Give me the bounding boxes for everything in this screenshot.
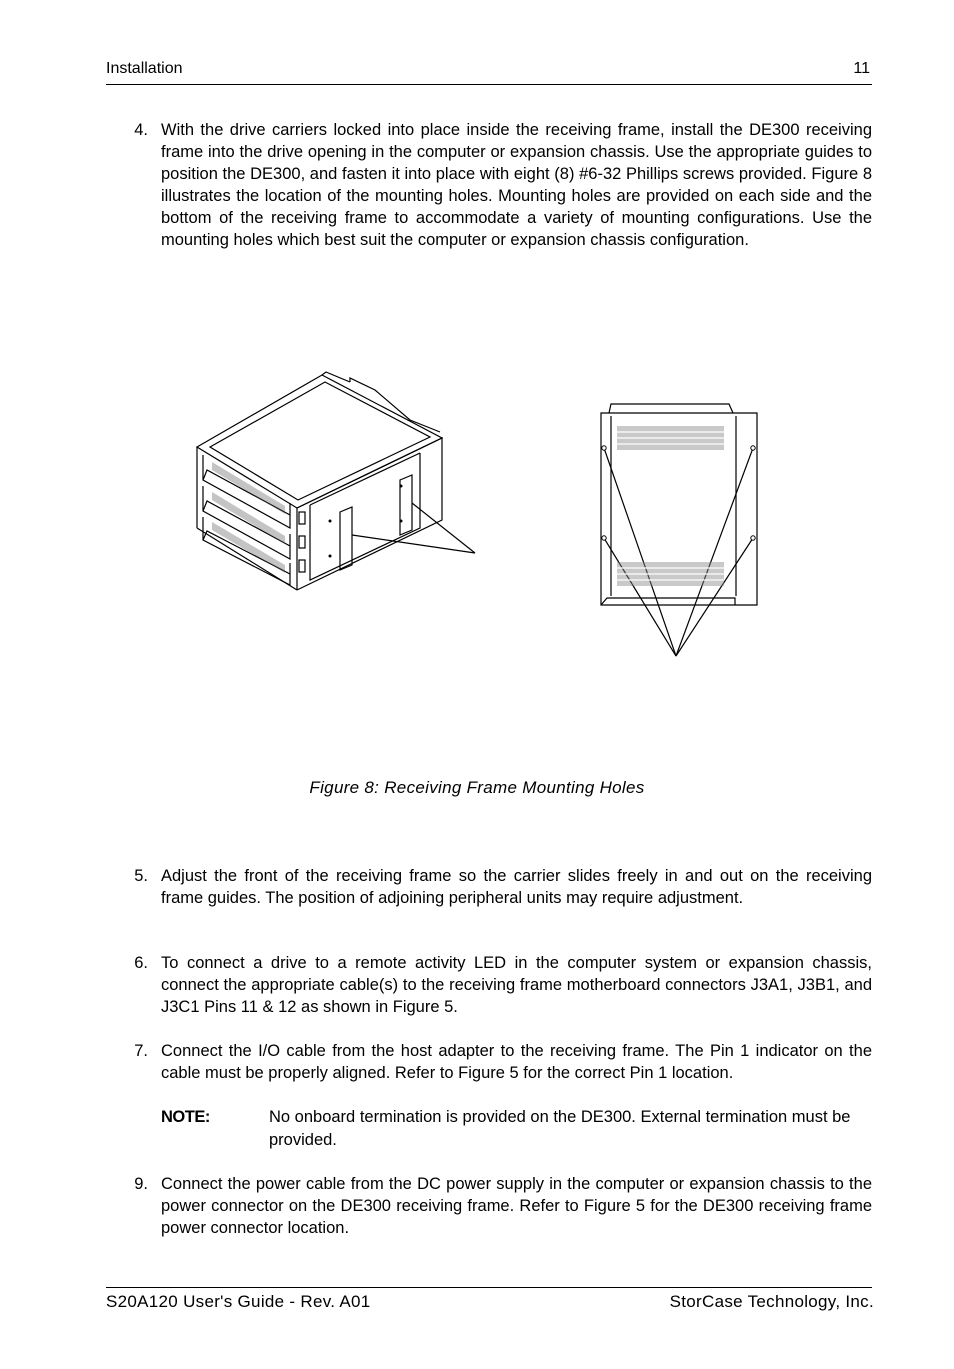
step-text: To connect a drive to a remote activity LED in the computer system or expansion chassis, connect the appropriate cable(s) to the receiving frame motherboard connectors J3A1, J3B1, and J3C1 Pins 11 & 12 as shown in Figure 5.: [161, 954, 872, 1016]
step-number: 9.: [134, 1175, 148, 1193]
footer-rule: [106, 1287, 872, 1288]
step-5: [106, 865, 872, 909]
step-number: 4.: [134, 121, 148, 139]
figure-caption: Figure 8: Receiving Frame Mounting Holes: [309, 778, 645, 797]
note-block: [161, 1106, 872, 1152]
step-6: [106, 952, 872, 1018]
bottom-mounting-holes: [602, 446, 755, 540]
footer-company: StorCase Technology, Inc.: [669, 1292, 874, 1311]
step-number: 5.: [134, 867, 148, 885]
step-text: With the drive carriers locked into place inside the receiving frame, install the DE300 receiving frame into the drive opening in the computer or expansion chassis. Use the appropriate guides to position the DE300, and fasten it into place with eight (8) #6-32 Phillips screws provided. Figure 8 illustrates the location of the mounting holes. Mounting holes are provided on each side and the bottom of the receiving frame to accommodate a variety of mounting configurations. Use the mounting holes which best suit the computer or expansion chassis configuration.: [161, 121, 872, 249]
header-section-title: Installation: [106, 60, 183, 77]
header-page-number: 11: [853, 60, 870, 77]
step-7: [106, 1040, 872, 1084]
step-text: Adjust the front of the receiving frame so the carrier slides freely in and out on the receiving frame guides. The position of adjoining peripheral units may require adjustment.: [161, 867, 872, 907]
step-number: 7.: [134, 1042, 148, 1060]
note-text: No onboard termination is provided on the DE300. External termination must be provided.: [269, 1108, 851, 1149]
step-text: Connect the power cable from the DC power supply in the computer or expansion chassis to the power connector on the DE300 receiving frame. Refer to Figure 5 for the DE300 receiving frame power connector location.: [161, 1175, 872, 1237]
step-text: Connect the I/O cable from the host adapter to the receiving frame. The Pin 1 indicator on the cable must be properly aligned. Refer to Figure 5 for the correct Pin 1 location.: [161, 1042, 872, 1082]
step-number: 6.: [134, 954, 148, 972]
step-9: [106, 1173, 872, 1239]
note-label: NOTE:: [161, 1108, 210, 1126]
footer-guide-title: S20A120 User's Guide - Rev. A01: [106, 1292, 371, 1311]
bottom-vent-patterns: [617, 426, 724, 586]
